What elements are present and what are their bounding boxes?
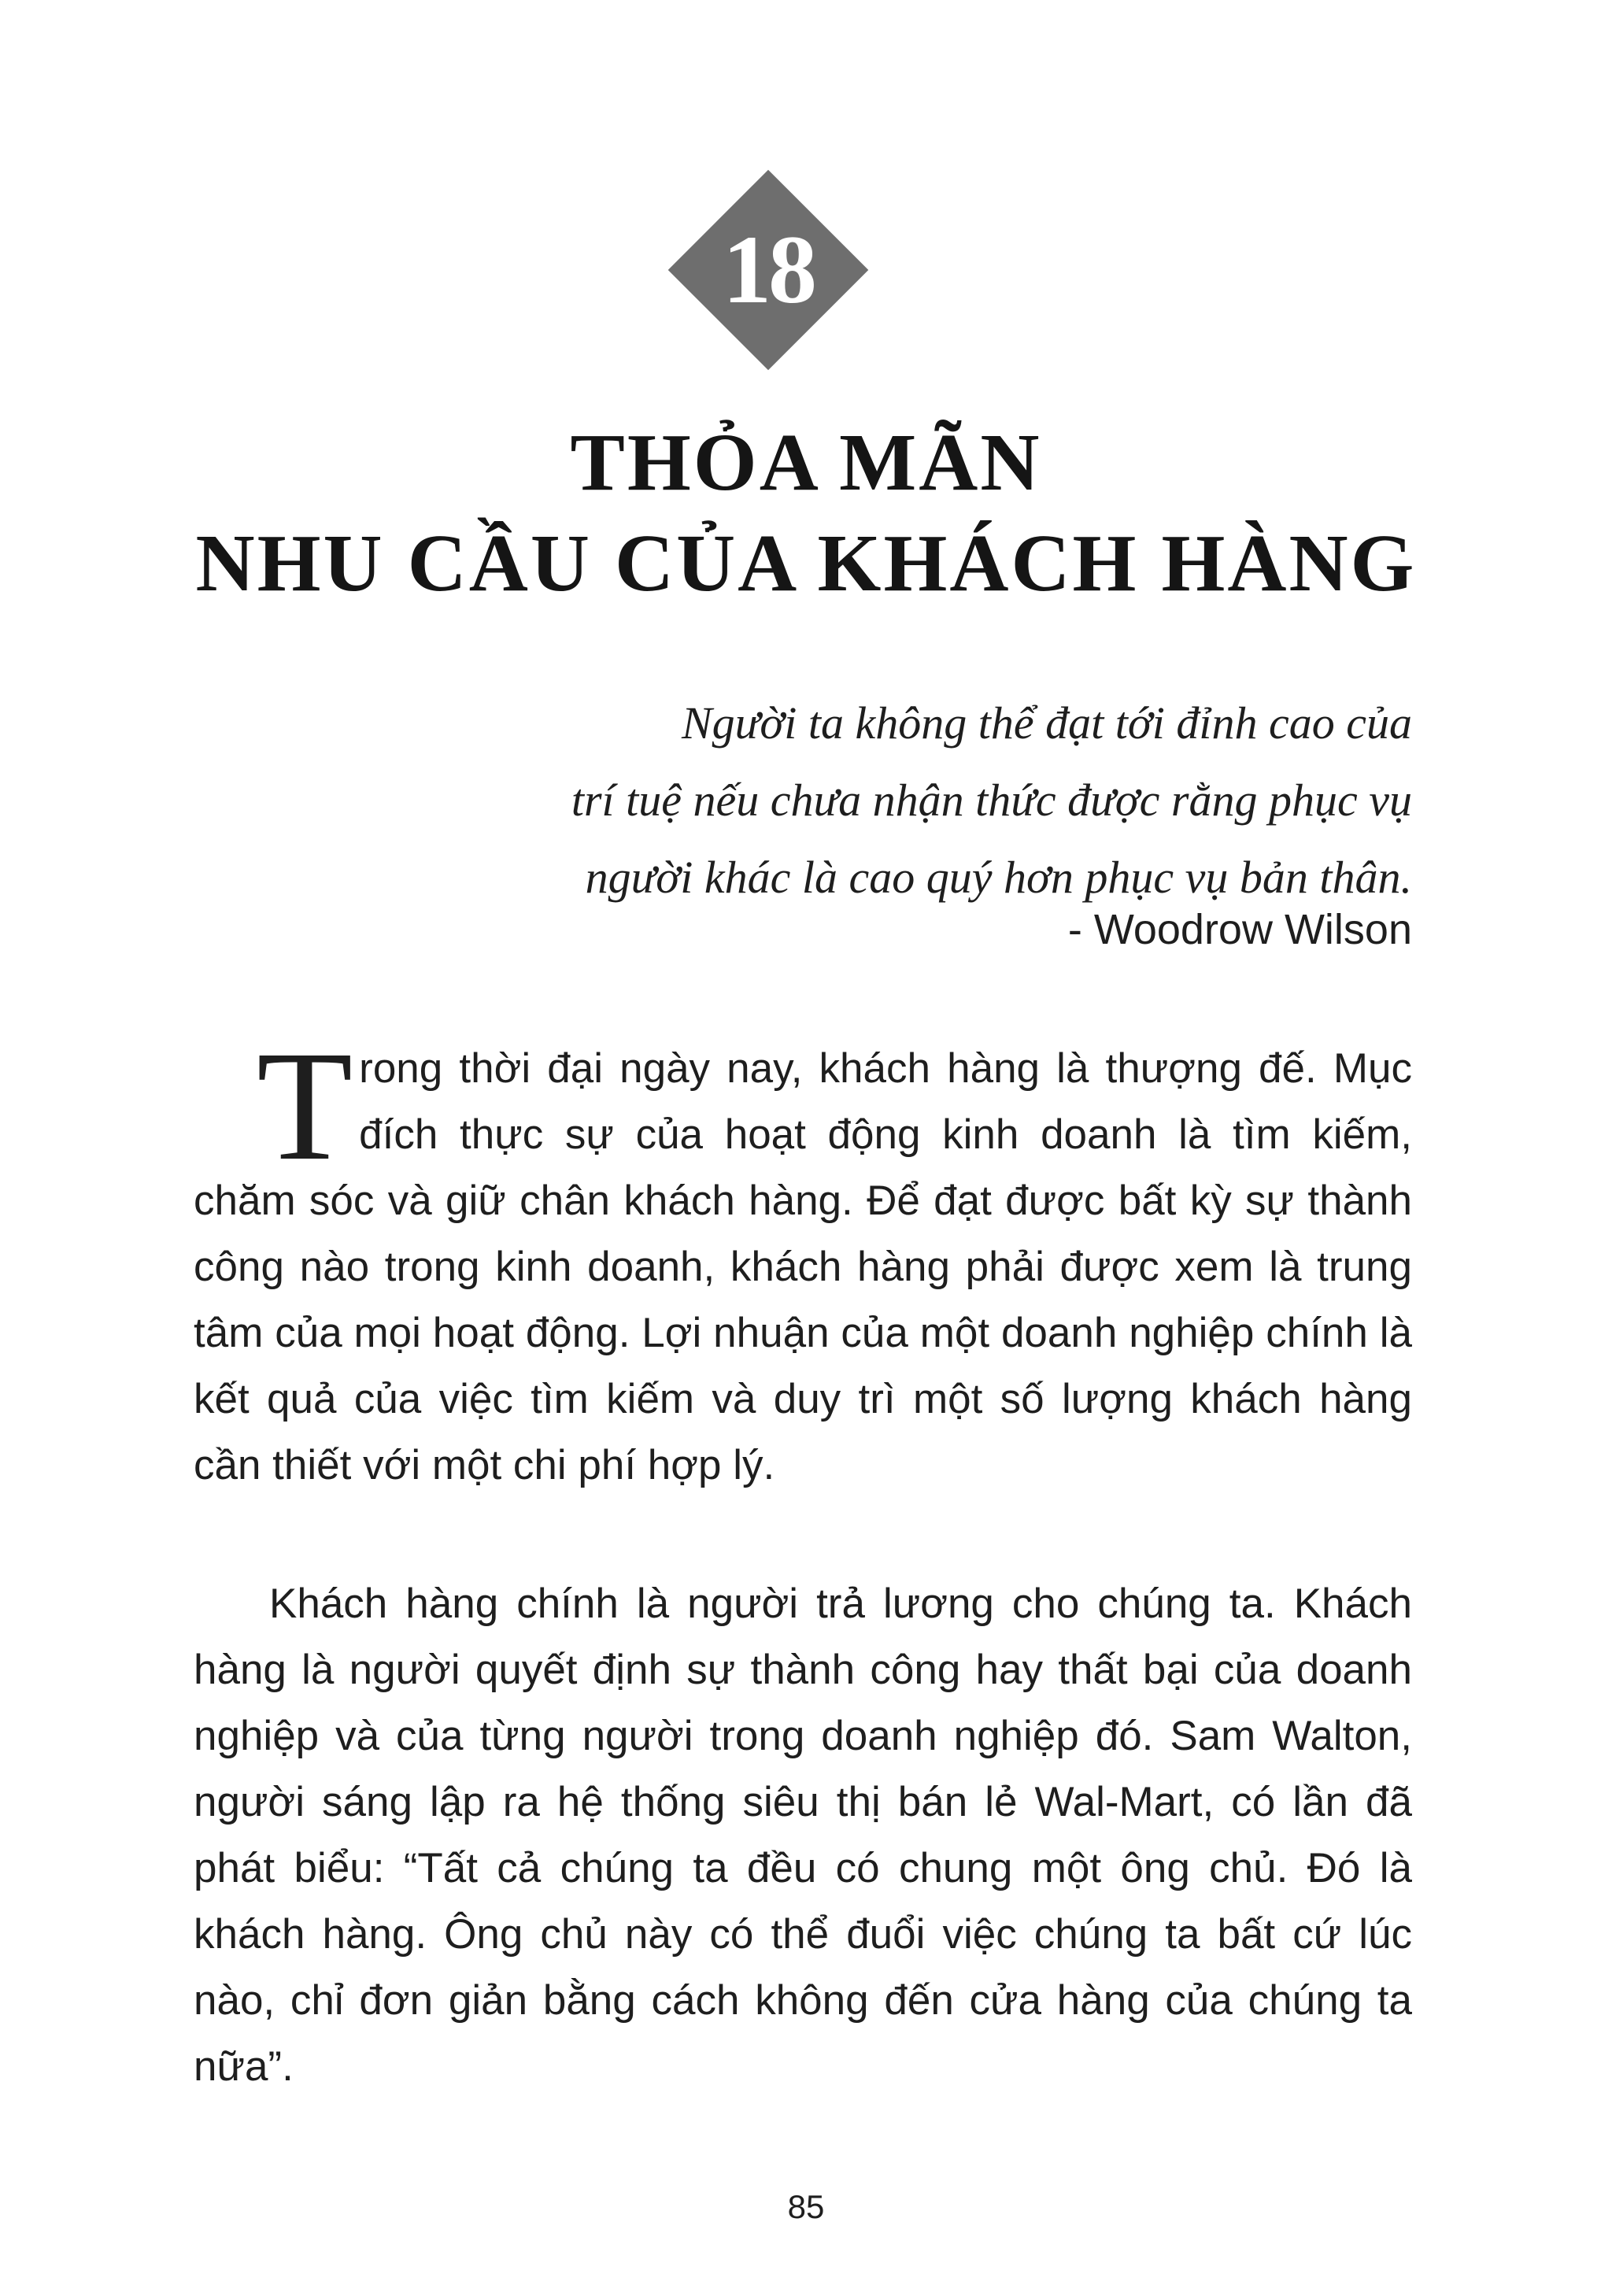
chapter-number: 18 <box>723 216 814 324</box>
paragraph-text: rong thời đại ngày nay, khách hàng là thượng đế. Mục đích thực sự của hoạt động kinh doanh là tìm kiếm, chăm sóc và giữ chân khách hàng. Để đạt được bất kỳ sự thành công nào trong kinh doanh, khách hàng phải được xem là trung tâm của mọi hoạt động. Lợi nhuận của một doanh nghiệp chính là kết quả của việc tìm kiếm và duy trì một số lượng khách hàng cần thiết với một chi phí hợp lý. <box>194 1045 1412 1488</box>
body-paragraph-2: Khách hàng chính là người trả lương cho chúng ta. Khách hàng là người quyết định sự thành công hay thất bại của doanh nghiệp và của từng người trong doanh nghiệp đó. Sam Walton, người sáng lập ra hệ thống siêu thị bán lẻ Wal-Mart, có lần đã phát biểu: “Tất cả chúng ta đều có chung một ông chủ. Đó là khách hàng. Ông chủ này có thể đuổi việc chúng ta bất cứ lúc nào, chỉ đơn giản bằng cách không đến cửa hàng của chúng ta nữa”. <box>194 1581 1412 2090</box>
drop-cap: T <box>257 1019 353 1193</box>
chapter-number-badge <box>668 170 868 370</box>
body-paragraph-1 <box>194 1019 1412 1499</box>
page-number: 85 <box>787 2188 825 2225</box>
epigraph-attribution: - Woodrow Wilson <box>1067 906 1412 953</box>
epigraph-line: trí tuệ nếu chưa nhận thức được rằng phục vụ <box>571 775 1412 826</box>
epigraph-quote <box>468 685 1412 916</box>
epigraph-line: Người ta không thể đạt tới đỉnh cao của <box>682 697 1412 749</box>
chapter-title-line-1: THỎA MÃN <box>570 417 1042 508</box>
chapter-title-line-2: NHU CẦU CỦA KHÁCH HÀNG <box>195 518 1417 608</box>
epigraph-line: người khác là cao quý hơn phục vụ bản thân. <box>585 852 1412 903</box>
